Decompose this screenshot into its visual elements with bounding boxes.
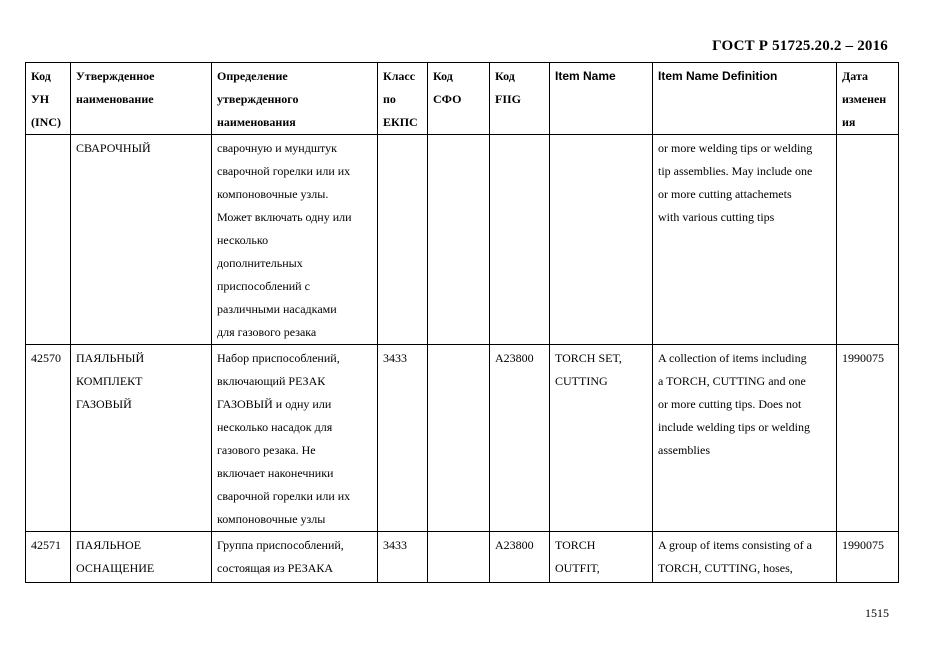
cell-item-name: TORCH OUTFIT, <box>550 532 653 583</box>
cell-item-name-definition: A collection of items including a TORCH, CUTTING and one or more cutting tips. Does not include welding tips or welding assemblies <box>653 345 837 532</box>
cell-sfo <box>428 532 490 583</box>
col-header-fiig: Код FIIG <box>490 63 550 135</box>
col-header-ekps: Класс по ЕКПС <box>378 63 428 135</box>
cell-inc: 42570 <box>26 345 71 532</box>
col-header-item-name: Item Name <box>550 63 653 135</box>
col-header-item-name-definition: Item Name Definition <box>653 63 837 135</box>
cell-date <box>837 135 899 345</box>
table-row <box>26 345 899 532</box>
cell-date: 1990075 <box>837 345 899 532</box>
cell-sfo <box>428 135 490 345</box>
cell-item-name <box>550 135 653 345</box>
cell-definition: сварочную и мундштук сварочной горелки или их компоновочные узлы. Может включать одну или несколько дополнительных приспособлений с различными насадками для газового резака <box>212 135 378 345</box>
cell-ekps: 3433 <box>378 532 428 583</box>
cell-ekps <box>378 135 428 345</box>
cell-inc <box>26 135 71 345</box>
cell-item-name-definition: or more welding tips or welding tip assemblies. May include one or more cutting attachemets with various cutting tips <box>653 135 837 345</box>
cell-item-name: TORCH SET, CUTTING <box>550 345 653 532</box>
cell-fiig <box>490 135 550 345</box>
page-number: 1515 <box>865 606 889 620</box>
cell-ekps: 3433 <box>378 345 428 532</box>
cell-date: 1990075 <box>837 532 899 583</box>
col-header-inc: Код УН (INC) <box>26 63 71 135</box>
cell-sfo <box>428 345 490 532</box>
cell-fiig: A23800 <box>490 345 550 532</box>
cell-approved-name: ПАЯЛЬНОЕ ОСНАЩЕНИЕ <box>71 532 212 583</box>
col-header-definition: Определение утвержденного наименования <box>212 63 378 135</box>
col-header-sfo: Код СФО <box>428 63 490 135</box>
col-header-date: Дата изменен ия <box>837 63 899 135</box>
cell-approved-name: СВАРОЧНЫЙ <box>71 135 212 345</box>
table-row <box>26 135 899 345</box>
cell-fiig: A23800 <box>490 532 550 583</box>
catalog-table <box>25 62 899 583</box>
col-header-approved-name: Утвержденное наименование <box>71 63 212 135</box>
cell-item-name-definition: A group of items consisting of a TORCH, CUTTING, hoses, <box>653 532 837 583</box>
document-title: ГОСТ Р 51725.20.2 – 2016 <box>712 38 888 54</box>
cell-approved-name: ПАЯЛЬНЫЙ КОМПЛЕКТ ГАЗОВЫЙ <box>71 345 212 532</box>
table-row <box>26 532 899 583</box>
table-header-row <box>26 63 899 135</box>
cell-inc: 42571 <box>26 532 71 583</box>
cell-definition: Группа приспособлений, состоящая из РЕЗАКА <box>212 532 378 583</box>
cell-definition: Набор приспособлений, включающий РЕЗАК ГАЗОВЫЙ и одну или несколько насадок для газового резака. Не включает наконечники сварочной горелки или их компоновочные узлы <box>212 345 378 532</box>
